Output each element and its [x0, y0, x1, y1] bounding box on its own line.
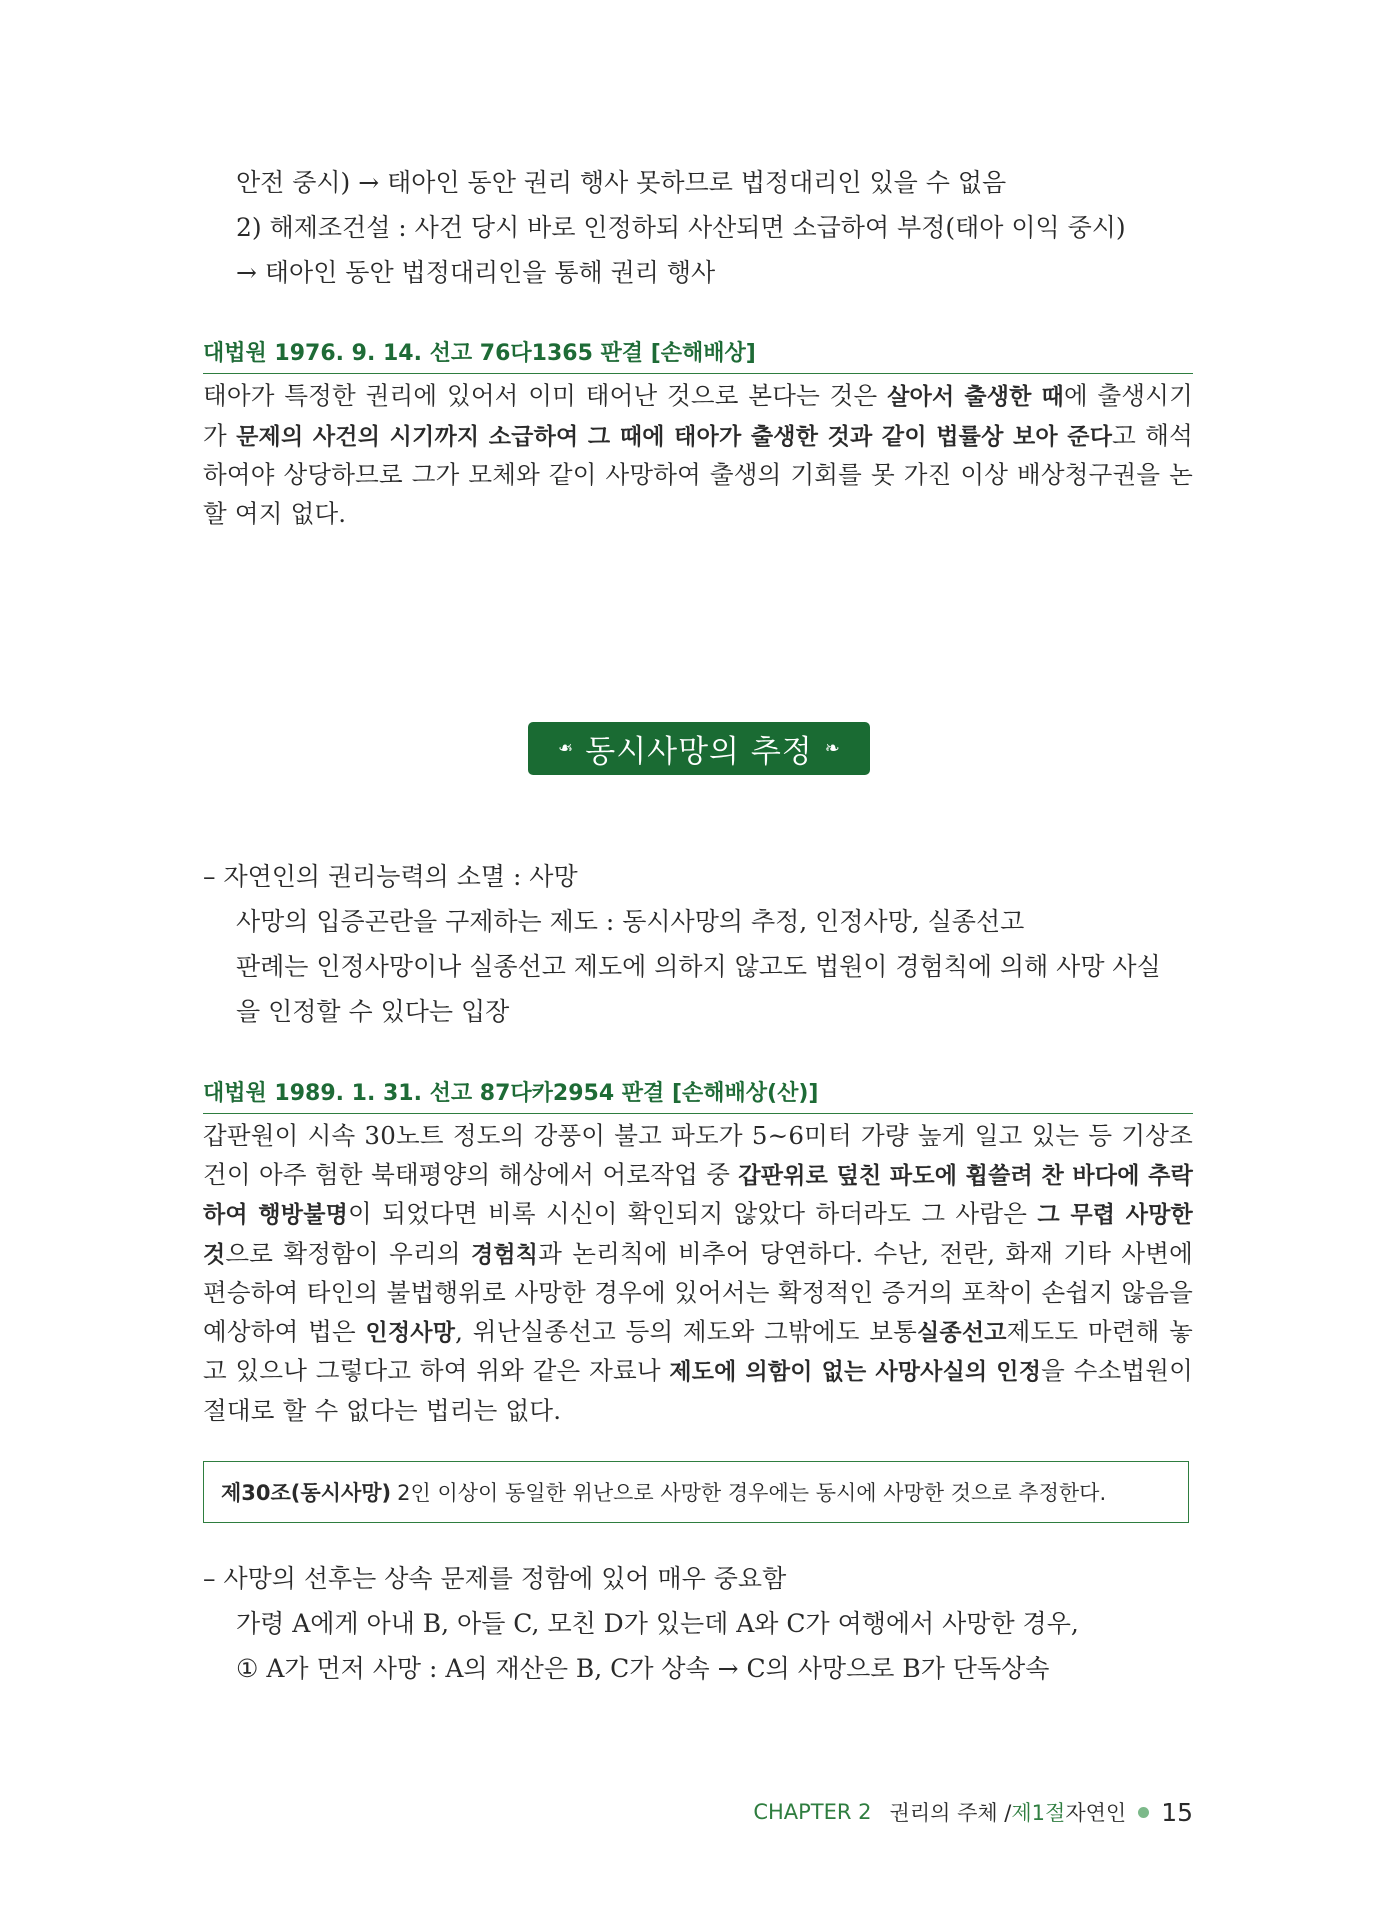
closing-line: ① A가 먼저 사망 : A의 재산은 B, C가 상속 → C의 사망으로 B가 단독상속 — [236, 1654, 1050, 1683]
body-text: 을 수소법원이 절대로 할 수 없다는 법리는 없다. — [203, 1356, 1193, 1425]
intro-line: 안전 중시) → 태아인 동안 권리 행사 못하므로 법정대리인 있을 수 없음 — [236, 168, 1007, 197]
footer-part: 권리의 주체 / — [889, 1801, 1012, 1825]
footer-title: 자연인 — [1065, 1801, 1127, 1825]
section-title: 동시사망의 추정 — [585, 734, 813, 770]
emphasis-text: 경험칙 — [470, 1241, 539, 1268]
body-text: 이 되었다면 비록 시신이 확인되지 않았다 하더라도 그 사람은 — [348, 1199, 1038, 1228]
footer-section: 제1절 — [1011, 1801, 1066, 1825]
article-text: 2인 이상이 동일한 위난으로 사망한 경우에는 동시에 사망한 것으로 추정한다. — [397, 1481, 1107, 1505]
emphasis-text: 살아서 출생한 때 — [887, 384, 1064, 410]
body-text: 갑판원이 시속 30노트 정도의 강풍이 불고 파도가 5~6미터 가량 높게 일고 있는 등 기상조건이 아주 험한 북태평양의 해상에서 어로작업 중 — [203, 1121, 1193, 1189]
page-footer — [753, 1797, 1193, 1827]
body-text: 과 논리칙에 비추어 당연하다. 수난, 전란, 화재 기타 사변에 편승하여 타인의 불법행위로 사망한 경우에 있어서는 확정적인 증거의 포착이 손쉽지 않음을 예상하여 법은 — [203, 1238, 1193, 1346]
body-text: 으로 확정함이 우리의 — [225, 1238, 471, 1268]
article-number: 제30조(동시사망) — [221, 1481, 392, 1505]
body-text: 태아가 특정한 권리에 있어서 이미 태어난 것으로 본다는 것은 — [203, 381, 888, 410]
ornament-left-icon: ❧ — [558, 738, 574, 759]
article-box — [203, 1461, 1189, 1523]
closing-line: – 사망의 선후는 상속 문제를 정함에 있어 매우 중요함 — [203, 1564, 787, 1593]
body-text: 고 해석하여야 상당하므로 그가 모체와 같이 사망하여 출생의 기회를 못 가진 이상 배상청구권을 논할 여지 없다. — [203, 420, 1194, 528]
section-banner — [528, 722, 870, 775]
intro-line: 2) 해제조건설 : 사건 당시 바로 인정하되 사산되면 소급하여 부정(태아 이익 중시) — [236, 213, 1126, 242]
emphasis-text: 인정사망 — [365, 1319, 456, 1346]
intro-line: → 태아인 동안 법정대리인을 통해 권리 행사 — [236, 258, 716, 287]
section-line: – 자연인의 권리능력의 소멸 : 사망 — [203, 862, 578, 891]
emphasis-text: 문제의 사건의 시기까지 소급하여 그 때에 태아가 출생한 것과 같이 법률상 보아 준다 — [236, 423, 1113, 450]
ornament-right-icon: ❧ — [824, 738, 840, 759]
case-body — [203, 377, 1193, 533]
case-title: 대법원 1989. 1. 31. 선고 87다카2954 판결 [손해배상(산)] — [203, 1076, 1193, 1114]
body-text: 제도도 마련해 놓고 있으나 그렇다고 하여 위와 같은 자료나 — [203, 1316, 1193, 1385]
page-number: 15 — [1161, 1797, 1193, 1827]
section-line: 판례는 인정사망이나 실종선고 제도에 의하지 않고도 법원이 경험칙에 의해 사망 사실 — [236, 952, 1161, 981]
section-line: 사망의 입증곤란을 구제하는 제도 : 동시사망의 추정, 인정사망, 실종선고 — [236, 907, 1025, 936]
section-line: 을 인정할 수 있다는 입장 — [236, 997, 510, 1026]
footer-chapter: CHAPTER 2 — [753, 1800, 872, 1824]
closing-line: 가령 A에게 아내 B, 아들 C, 모친 D가 있는데 A와 C가 여행에서 사망한 경우, — [236, 1609, 1079, 1638]
case-title: 대법원 1976. 9. 14. 선고 76다1365 판결 [손해배상] — [203, 336, 1193, 374]
emphasis-text: 갑판위로 덮친 파도에 휩쓸려 찬 바다에 추락하여 행방불명 — [203, 1162, 1193, 1228]
emphasis-text: 실종선고 — [916, 1319, 1007, 1346]
bullet-dot-icon — [1138, 1807, 1149, 1818]
body-text: 에 출생시기가 — [203, 381, 1194, 450]
case-body — [203, 1117, 1193, 1430]
emphasis-text: 그 무렵 사망한 것 — [203, 1202, 1193, 1268]
body-text: , 위난실종선고 등의 제도와 그밖에도 보통 — [455, 1316, 917, 1346]
emphasis-text: 제도에 의함이 없는 사망사실의 인정 — [669, 1359, 1042, 1385]
